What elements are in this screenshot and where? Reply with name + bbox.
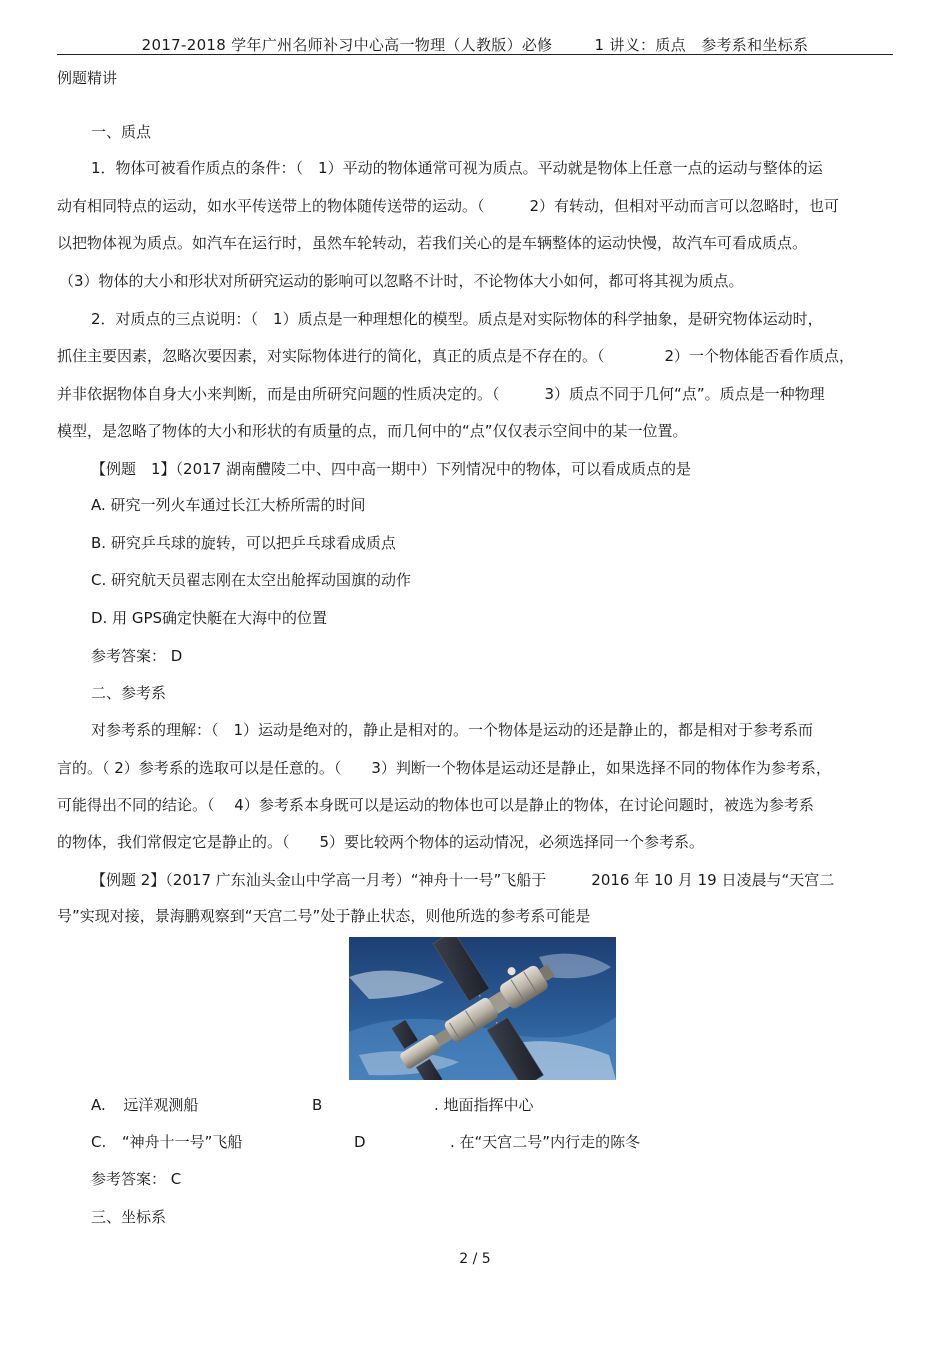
example-2-option-d-letter: D: [354, 1133, 366, 1151]
example-1-option-b: B. 研究乒乓球的旋转，可以把乒乓球看成质点: [91, 534, 396, 552]
example-1-answer: 参考答案： D: [91, 647, 183, 665]
paragraph-line: 对参考系的理解：（ 1）运动是绝对的，静止是相对的。一个物体是运动的还是静止的，都是相对于参考系而: [91, 721, 814, 739]
paragraph-line: 的物体，我们常假定它是静止的。（ 5）要比较两个物体的运动情况，必须选择同一个参考系。: [57, 833, 705, 851]
example-1-stem: 【例题 1】（2017 湖南醴陵二中、四中高一期中）下列情况中的物体，可以看成质点的是: [91, 460, 691, 478]
paragraph-line: 以把物体视为质点。如汽车在运行时，虽然车轮转动，若我们关心的是车辆整体的运动快慢，故汽车可看成质点。: [57, 234, 808, 252]
option-c-letter: C.: [91, 1133, 107, 1151]
option-c-text: “神舟十一号”飞船: [121, 1133, 243, 1151]
header-right-text: 1 讲义：质点 参考系和坐标系: [594, 36, 809, 54]
example-1-option-d: D. 用 GPS确定快艇在大海中的位置: [91, 609, 328, 627]
section-label: 例题精讲: [57, 69, 118, 87]
example-2-stem-line-2: 号”实现对接，景海鹏观察到“天宫二号”处于静止状态，则他所选的参考系可能是: [57, 907, 591, 925]
example-2-answer: 参考答案： C: [91, 1170, 182, 1188]
section-heading-particle: 一、质点: [91, 123, 152, 141]
paragraph-line: 言的。（ 2）参考系的选取可以是任意的。（ 3）判断一个物体是运动还是静止，如果选择不同的物体作为参考系，: [57, 759, 831, 777]
example-2-option-a: [91, 1095, 198, 1115]
page-header: [57, 34, 893, 55]
example-1-option-c: C. 研究航天员翟志刚在太空出舱挥动国旗的动作: [91, 571, 412, 589]
space-station-illustration: [349, 937, 616, 1080]
option-a-letter: A.: [91, 1096, 106, 1114]
paragraph-line: 动有相同特点的运动，如水平传送带上的物体随传送带的运动。（ 2）有转动，但相对平动而言可以忽略时，也可: [57, 197, 840, 215]
example-1-option-a: A. 研究一列火车通过长江大桥所需的时间: [91, 496, 366, 514]
page-number: 2 / 5: [459, 1251, 491, 1267]
example-2-option-d-text: . 在“天宫二号”内行走的陈冬: [450, 1133, 641, 1151]
paragraph-line: 2．对质点的三点说明：（ 1）质点是一种理想化的模型。质点是对实际物体的科学抽象，是研究物体运动时，: [91, 310, 823, 328]
paragraph-line: （3）物体的大小和形状对所研究运动的影响可以忽略不计时，不论物体大小如何，都可将其视为质点。: [59, 272, 744, 290]
example-2-stem-line-1: 【例题 2】（2017 广东汕头金山中学高一月考）“神舟十一号”飞船于 2016 年 10 月 19 日凌晨与“天宫二: [91, 871, 835, 889]
paragraph-line: 模型，是忽略了物体的大小和形状的有质量的点，而几何中的“点”仅仅表示空间中的某一位置。: [57, 422, 688, 440]
space-station-photo: [349, 937, 616, 1080]
section-heading-coordinate-system: 三、坐标系: [91, 1208, 167, 1226]
paragraph-line: 抓住主要因素，忽略次要因素，对实际物体进行的简化，真正的质点是不存在的。（ 2）一个物体能否看作质点，: [57, 347, 855, 365]
header-left-text: 2017-2018 学年广州名师补习中心高一物理（人教版）必修: [141, 36, 553, 54]
option-a-text: 远洋观测船: [123, 1096, 199, 1114]
section-heading-reference-frame: 二、参考系: [91, 684, 167, 702]
example-2-option-b-letter: B: [312, 1096, 323, 1114]
paragraph-line: 可能得出不同的结论。（ 4）参考系本身既可以是运动的物体也可以是静止的物体，在讨论问题时，被选为参考系: [57, 796, 814, 814]
header-rule: [57, 54, 893, 55]
example-2-option-b-text: . 地面指挥中心: [434, 1096, 534, 1114]
paragraph-line: 并非依据物体自身大小来判断，而是由所研究问题的性质决定的。（ 3）质点不同于几何“点”。质点是一种物理: [57, 385, 825, 403]
paragraph-line: 1．物体可被看作质点的条件：（ 1）平动的物体通常可视为质点。平动就是物体上任意一点的运动与整体的运: [91, 159, 823, 177]
example-2-option-c: [91, 1132, 242, 1152]
